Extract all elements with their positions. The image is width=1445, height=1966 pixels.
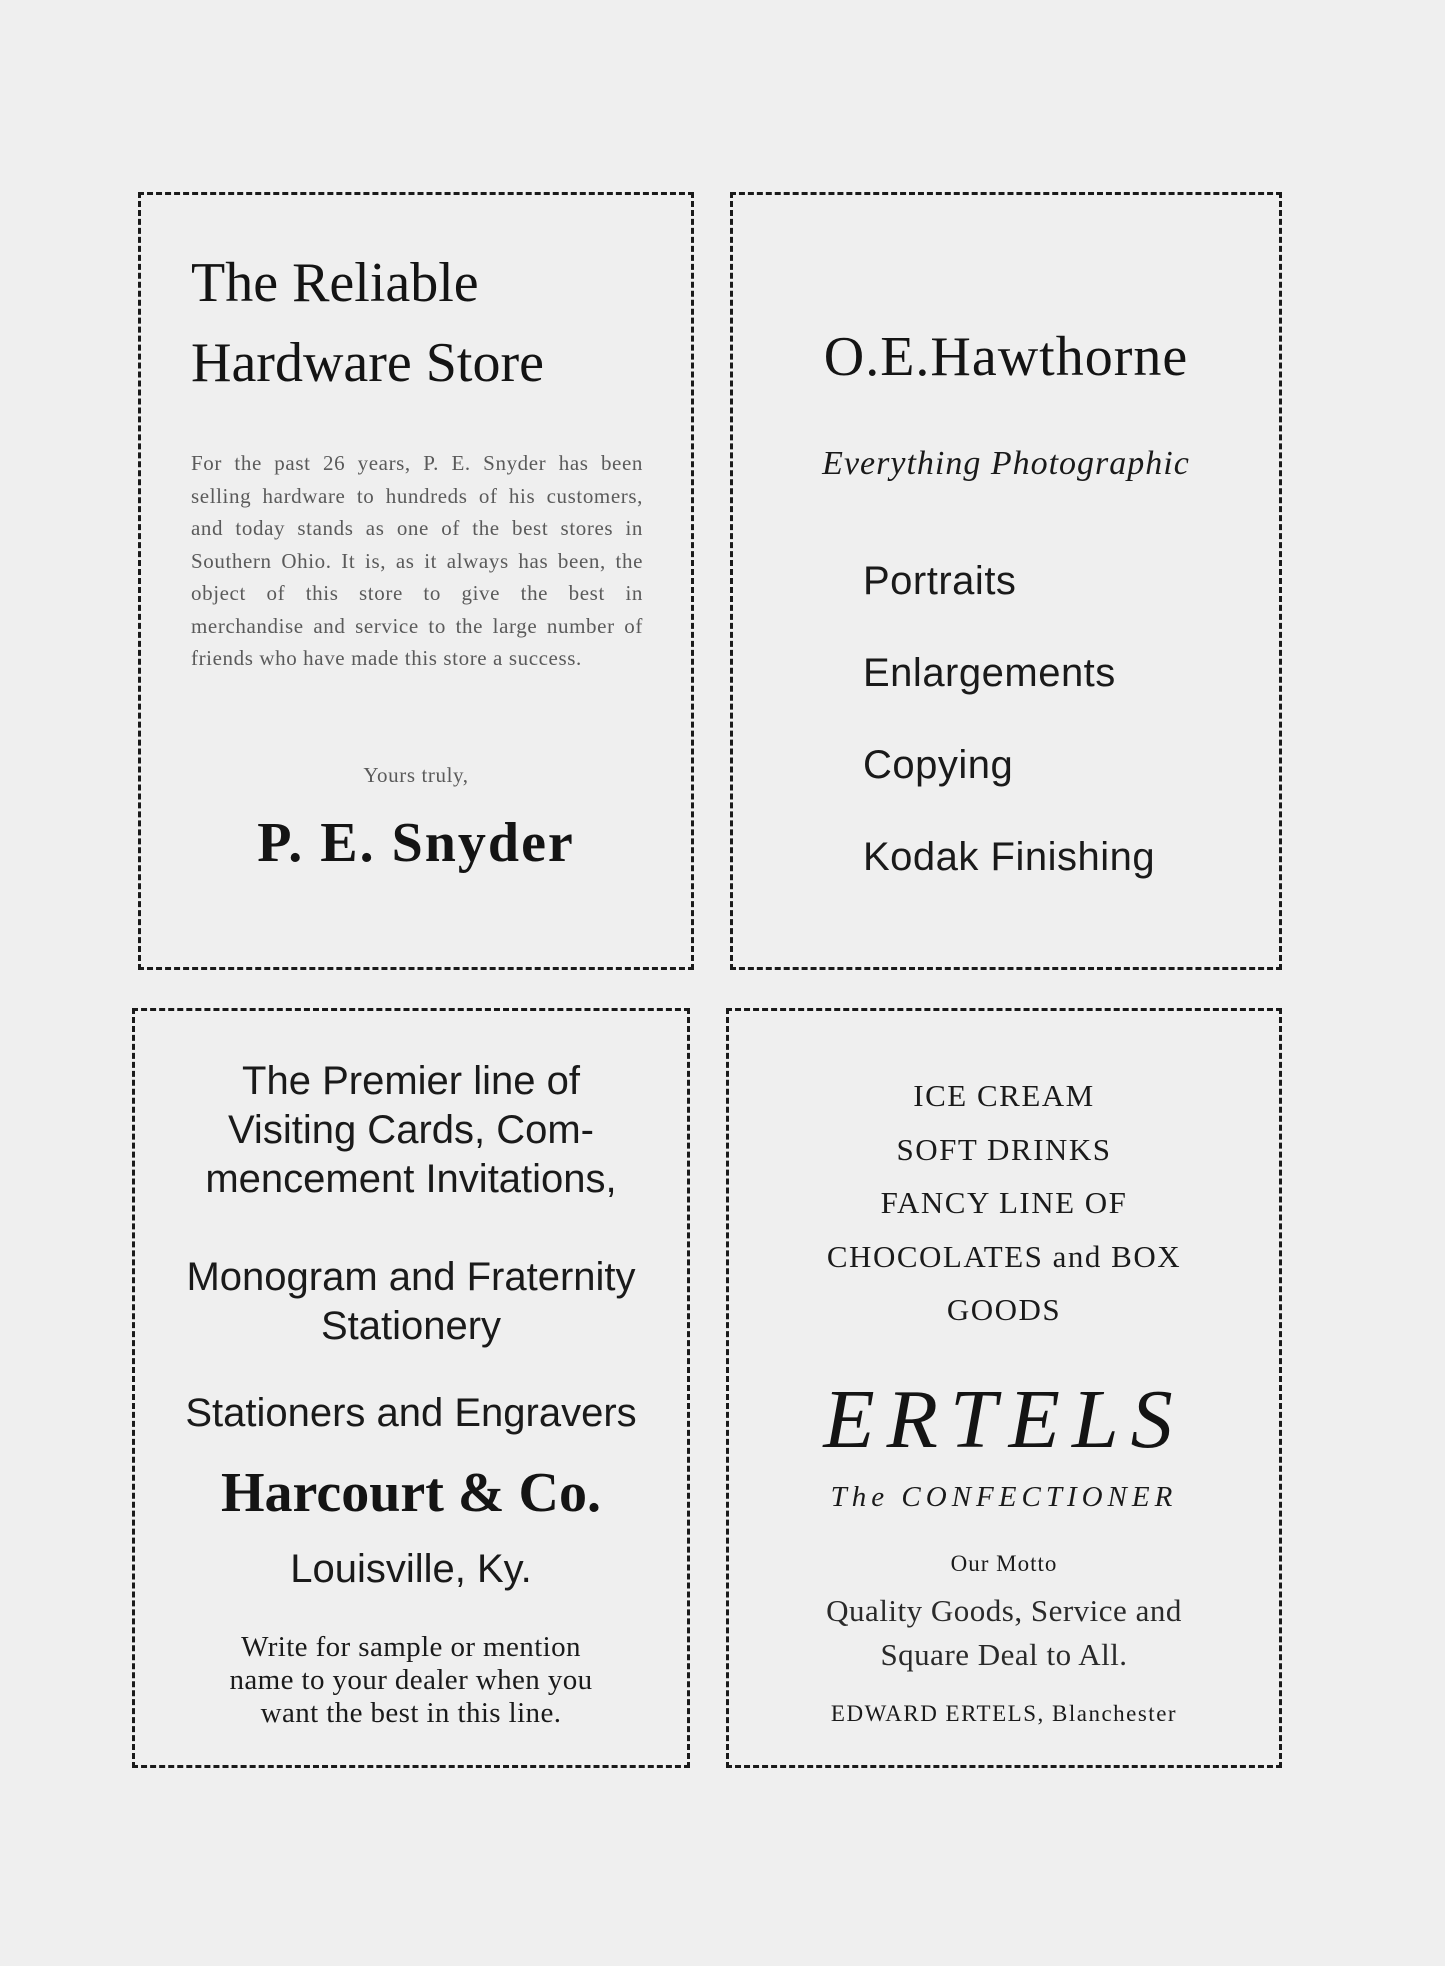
photo-service-item: Enlargements: [863, 651, 1116, 695]
hardware-headline-line2: Hardware Store: [191, 332, 544, 394]
stationery-note-line1: Write for sample or mention: [241, 1631, 581, 1663]
stationery-location: Louisville, Ky.: [290, 1547, 532, 1591]
stationery-intro-line1: The Premier line of: [242, 1059, 580, 1103]
confectioner-product-item: ICE CREAM: [913, 1078, 1095, 1113]
confectioner-motto-line1: Quality Goods, Service and: [826, 1593, 1182, 1628]
stationery-monogram-line2: Stationery: [320, 1304, 502, 1348]
stationery-note-line3: want the best in this line.: [260, 1697, 562, 1729]
stationery-company: Harcourt & Co.: [221, 1462, 601, 1524]
confectioner-ad: [726, 1008, 1282, 1768]
stationery-note-line2: name to your dealer when you: [229, 1664, 593, 1696]
confectioner-product-item: SOFT DRINKS: [896, 1131, 1112, 1167]
confectioner-product-item: FANCY LINE OF: [880, 1185, 1128, 1220]
confectioner-product-item: GOODS: [946, 1292, 1062, 1327]
hardware-store-ad: [138, 192, 694, 970]
confectioner-motto-line2: Square Deal to All.: [880, 1637, 1128, 1672]
photo-services-list: [863, 535, 1155, 903]
confectioner-products-list: [729, 1069, 1279, 1337]
confectioner-motto-label: Our Motto: [950, 1551, 1058, 1576]
photographer-name: O.E.Hawthorne: [823, 326, 1189, 388]
stationery-intro: [135, 1057, 687, 1204]
confectioner-product-item: CHOCOLATES and BOX: [826, 1238, 1182, 1274]
hardware-headline-line1: The Reliable: [191, 252, 479, 314]
stationery-monogram-line1: Monogram and Fraternity: [186, 1255, 636, 1299]
confectioner-proprietor: EDWARD ERTELS, Blanchester: [830, 1701, 1178, 1726]
stationery-intro-line3: mencement Invitations,: [205, 1157, 617, 1201]
photo-service-item: Portraits: [863, 559, 1017, 603]
stationery-note: [135, 1631, 687, 1730]
hardware-signature: P. E. Snyder: [257, 812, 575, 874]
photographer-tagline: Everything Photographic: [822, 445, 1190, 482]
stationery-ad: [132, 1008, 690, 1768]
confectioner-brand: ERTELS: [823, 1373, 1185, 1466]
hardware-closing: Yours truly,: [363, 763, 469, 787]
photo-service-item: Kodak Finishing: [863, 835, 1156, 879]
photo-service-item: Copying: [863, 743, 1014, 787]
hardware-body-text: For the past 26 years, P. E. Snyder has been selling hardware to hundreds of his customers, and today stands as one of the best stores in Southern Ohio. It is, as it always has been, the object of this store to give the best in merchandise and service to the large number of friends who have made this store a success.: [191, 451, 643, 670]
stationery-monogram: [135, 1253, 687, 1351]
hardware-headline: [191, 243, 544, 403]
confectioner-motto: [729, 1589, 1279, 1677]
confectioner-subtitle: The CONFECTIONER: [830, 1481, 1178, 1513]
photographer-ad: [730, 192, 1282, 970]
stationery-trade: Stationers and Engravers: [185, 1391, 637, 1435]
stationery-intro-line2: Visiting Cards, Com-: [227, 1108, 595, 1152]
